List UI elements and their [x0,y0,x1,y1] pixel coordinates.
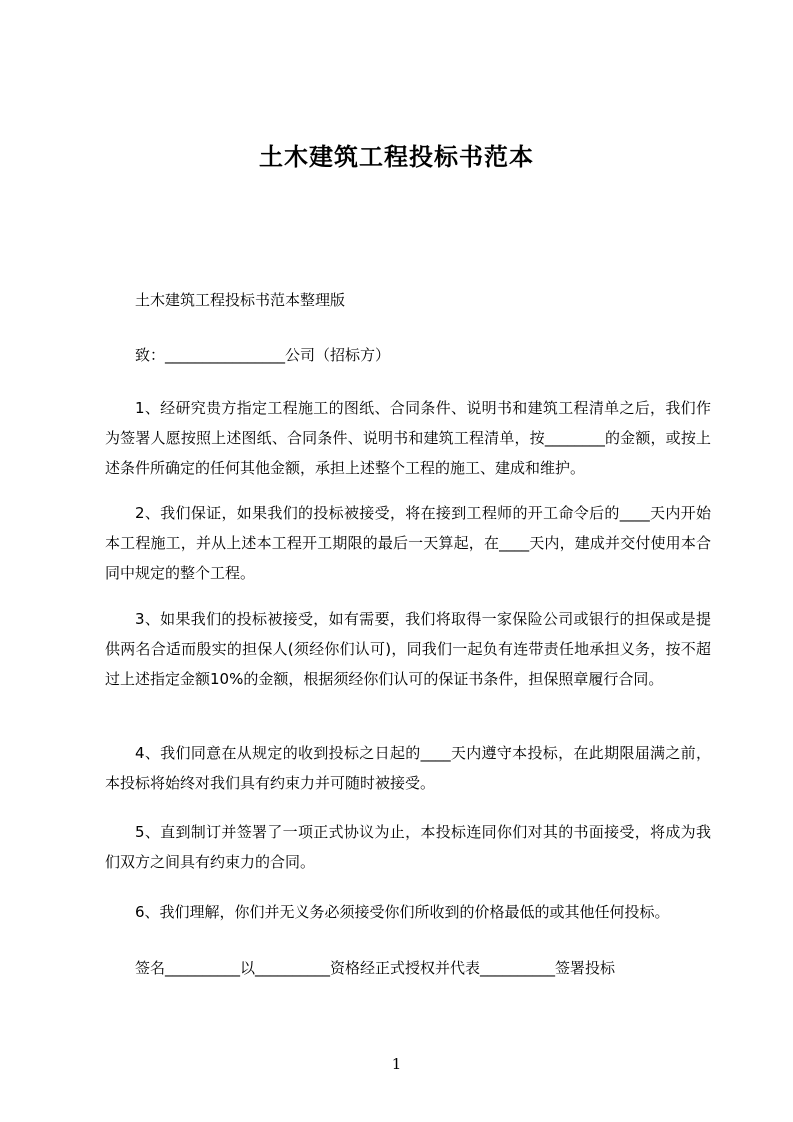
signature-line: 签名__________以__________资格经正式授权并代表__________签署投标 [135,959,616,977]
document-title: 土木建筑工程投标书范本 [259,143,534,171]
page-number: 1 [391,1055,402,1073]
paragraph-4: 4、我们同意在从规定的收到投标之日起的____天内遵守本投标，在此期限届满之前，本投标将始终对我们具有约束力并可随时被接受。 [105,744,711,792]
paragraph-2: 2、我们保证，如果我们的投标被接受，将在接到工程师的开工命令后的____天内开始本工程施工，并从上述本工程开工期限的最后一天算起，在____天内，建成并交付使用本合同中规定的整个工程。 [105,504,711,582]
paragraph-3: 3、如果我们的投标被接受，如有需要，我们将取得一家保险公司或银行的担保或是提供两名合适而殷实的担保人(须经你们认可)，同我们一起负有连带责任地承担义务，按不超过上述指定金额10%的金额，根据须经你们认可的保证书条件，担保照章履行合同。 [105,610,711,688]
paragraph-1: 1、经研究贵方指定工程施工的图纸、合同条件、说明书和建筑工程清单之后，我们作为签署人愿按照上述图纸、合同条件、说明书和建筑工程清单，按________的金额，或按上述条件所确定的任何其他金额，承担上述整个工程的施工、建成和维护。 [105,399,711,477]
document-subtitle: 土木建筑工程投标书范本整理版 [135,291,346,309]
paragraph-5: 5、直到制订并签署了一项正式协议为止，本投标连同你们对其的书面接受，将成为我们双方之间具有约束力的合同。 [105,823,711,871]
paragraph-6: 6、我们理解，你们并无义务必须接受你们所收到的价格最低的或其他任何投标。 [135,903,670,921]
recipient-line: 致：________________公司（招标方） [135,346,391,364]
